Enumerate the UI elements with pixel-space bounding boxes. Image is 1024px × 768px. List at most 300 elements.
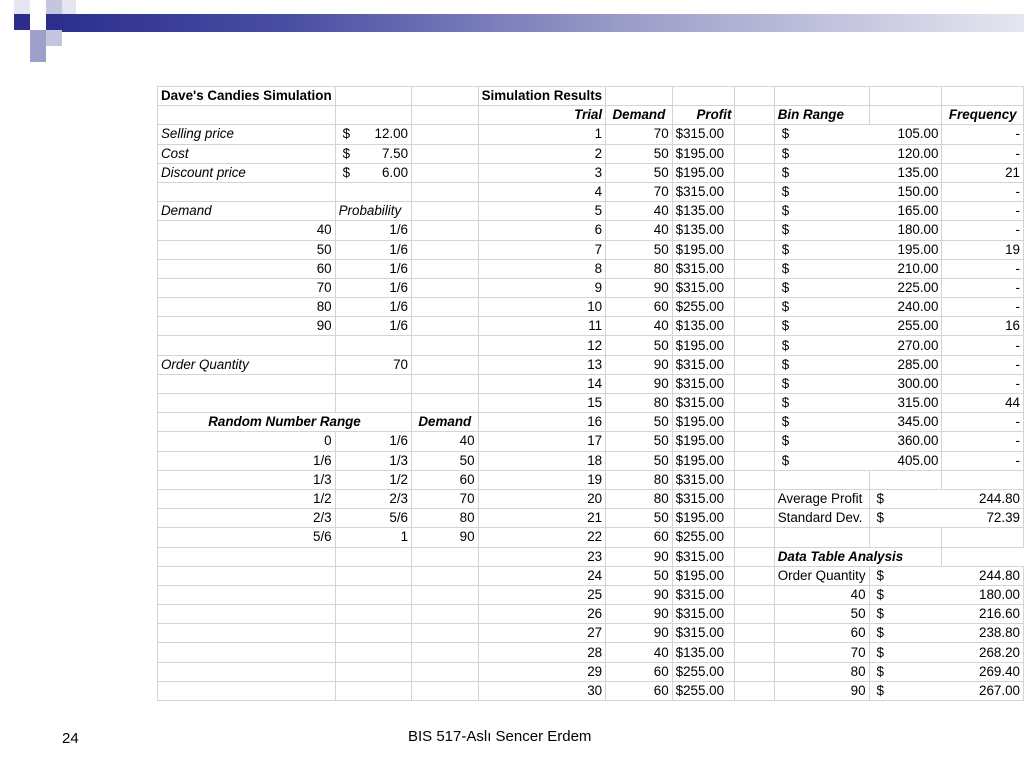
empty-cell <box>158 106 336 125</box>
bin-frequency: - <box>942 374 1024 393</box>
sim-demand: 60 <box>606 681 673 700</box>
sim-trial: 21 <box>478 509 606 528</box>
empty-cell <box>158 643 336 662</box>
bin-frequency: - <box>942 221 1024 240</box>
empty-cell <box>412 374 479 393</box>
bin-frequency: - <box>942 336 1024 355</box>
sim-trial: 25 <box>478 585 606 604</box>
bin-range <box>774 355 942 374</box>
sim-profit: $315.00 <box>672 489 735 508</box>
empty-cell <box>158 662 336 681</box>
empty-cell <box>735 394 774 413</box>
currency-symbol: $ <box>876 586 884 602</box>
empty-cell <box>158 182 336 201</box>
currency-amount: 238.80 <box>979 625 1020 641</box>
dta-label: 50 <box>774 605 869 624</box>
sim-demand: 40 <box>606 221 673 240</box>
sim-profit: $195.00 <box>672 163 735 182</box>
empty-cell <box>412 87 479 106</box>
empty-cell <box>335 336 411 355</box>
probability-value: 1/6 <box>335 259 411 278</box>
sim-demand: 90 <box>606 547 673 566</box>
sim-trial: 28 <box>478 643 606 662</box>
sheet-row <box>158 509 1024 528</box>
empty-cell <box>735 317 774 336</box>
sheet-row <box>158 259 1024 278</box>
sheet-row <box>158 489 1024 508</box>
sheet-row <box>158 202 1024 221</box>
bin-range <box>774 278 942 297</box>
currency-symbol: $ <box>781 145 790 161</box>
rnr-demand-header: Demand <box>412 413 479 432</box>
empty-cell <box>412 144 479 163</box>
sim-trial: 24 <box>478 566 606 585</box>
sheet-row <box>158 298 1024 317</box>
std-dev-value <box>869 509 1023 528</box>
sheet-row <box>158 144 1024 163</box>
sheet-row <box>158 413 1024 432</box>
empty-cell <box>672 87 735 106</box>
sheet-row <box>158 432 1024 451</box>
currency-symbol: $ <box>781 395 790 411</box>
currency-amount: 269.40 <box>979 663 1020 679</box>
empty-cell <box>335 394 411 413</box>
sim-demand: 50 <box>606 451 673 470</box>
empty-cell <box>158 374 336 393</box>
sim-profit: $255.00 <box>672 681 735 700</box>
rnr-low: 0 <box>158 432 336 451</box>
sheet-row <box>158 221 1024 240</box>
sim-trial: 8 <box>478 259 606 278</box>
sim-profit: $255.00 <box>672 528 735 547</box>
empty-cell <box>735 528 774 547</box>
currency-amount: 216.60 <box>979 606 1020 622</box>
currency-amount: 244.80 <box>979 567 1020 583</box>
sheet-row <box>158 605 1024 624</box>
sim-trial: 30 <box>478 681 606 700</box>
currency-amount: 345.00 <box>897 414 939 430</box>
dta-value <box>869 605 1023 624</box>
empty-cell <box>412 125 479 144</box>
empty-cell <box>412 106 479 125</box>
rnr-demand: 50 <box>412 451 479 470</box>
empty-cell <box>412 202 479 221</box>
sheet-row <box>158 125 1024 144</box>
param-label: Selling price <box>158 125 336 144</box>
probability-value: 1/6 <box>335 278 411 297</box>
bin-frequency: - <box>942 413 1024 432</box>
sim-trial: 5 <box>478 202 606 221</box>
sim-profit: $195.00 <box>672 566 735 585</box>
sim-demand: 80 <box>606 470 673 489</box>
empty-cell <box>735 163 774 182</box>
sim-trial: 27 <box>478 624 606 643</box>
empty-cell <box>412 566 479 585</box>
rnr-demand: 80 <box>412 509 479 528</box>
empty-cell <box>412 355 479 374</box>
rnr-low: 1/2 <box>158 489 336 508</box>
sim-trial: 15 <box>478 394 606 413</box>
currency-amount: 105.00 <box>897 126 939 142</box>
rnr-demand: 70 <box>412 489 479 508</box>
empty-cell <box>735 547 774 566</box>
currency-symbol: $ <box>781 433 790 449</box>
sim-demand: 70 <box>606 125 673 144</box>
bin-frequency: - <box>942 432 1024 451</box>
sim-profit: $315.00 <box>672 585 735 604</box>
decor-square <box>14 0 30 14</box>
sheet-row <box>158 547 1024 566</box>
currency-symbol: $ <box>781 203 790 219</box>
bin-range <box>774 144 942 163</box>
bin-range <box>774 182 942 201</box>
sim-profit: $315.00 <box>672 605 735 624</box>
currency-symbol: $ <box>342 145 351 161</box>
empty-cell <box>412 278 479 297</box>
empty-cell <box>774 87 869 106</box>
bin-range <box>774 259 942 278</box>
sim-profit: $195.00 <box>672 336 735 355</box>
empty-cell <box>412 547 479 566</box>
sim-header-profit: Profit <box>672 106 735 125</box>
sim-demand: 80 <box>606 259 673 278</box>
sheet-row <box>158 451 1024 470</box>
currency-amount: 225.00 <box>897 279 939 295</box>
bin-range <box>774 163 942 182</box>
empty-cell <box>335 585 411 604</box>
empty-cell <box>774 528 869 547</box>
sim-profit: $315.00 <box>672 624 735 643</box>
empty-cell <box>412 394 479 413</box>
sim-demand: 40 <box>606 202 673 221</box>
currency-amount: 315.00 <box>897 395 939 411</box>
sim-demand: 90 <box>606 278 673 297</box>
probability-value: 1/6 <box>335 221 411 240</box>
rnr-demand: 60 <box>412 470 479 489</box>
sim-demand: 90 <box>606 605 673 624</box>
sim-profit: $135.00 <box>672 202 735 221</box>
sim-profit: $195.00 <box>672 144 735 163</box>
sim-demand: 50 <box>606 144 673 163</box>
sim-profit: $315.00 <box>672 547 735 566</box>
currency-symbol: $ <box>876 606 884 622</box>
empty-cell <box>158 547 336 566</box>
demand-header: Demand <box>158 202 336 221</box>
bin-frequency: - <box>942 298 1024 317</box>
empty-cell <box>869 470 942 489</box>
currency-symbol: $ <box>781 375 790 391</box>
sim-demand: 50 <box>606 163 673 182</box>
sheet-row <box>158 317 1024 336</box>
sheet-row <box>158 355 1024 374</box>
empty-cell <box>869 528 942 547</box>
empty-cell <box>735 355 774 374</box>
sheet-row <box>158 163 1024 182</box>
sim-demand: 90 <box>606 374 673 393</box>
currency-amount: 210.00 <box>897 260 939 276</box>
demand-value: 90 <box>158 317 336 336</box>
currency-amount: 72.39 <box>986 510 1020 526</box>
empty-cell <box>158 566 336 585</box>
sim-trial: 10 <box>478 298 606 317</box>
sim-trial: 14 <box>478 374 606 393</box>
sim-profit: $315.00 <box>672 394 735 413</box>
empty-cell <box>869 106 942 125</box>
sim-profit: $315.00 <box>672 182 735 201</box>
sim-title: Simulation Results <box>478 87 606 106</box>
sim-trial: 29 <box>478 662 606 681</box>
empty-cell <box>412 336 479 355</box>
empty-cell <box>158 585 336 604</box>
bin-frequency: - <box>942 182 1024 201</box>
sim-demand: 60 <box>606 298 673 317</box>
rnr-high: 1/6 <box>335 432 411 451</box>
sim-header-trial: Trial <box>478 106 606 125</box>
empty-cell <box>335 681 411 700</box>
sim-trial: 13 <box>478 355 606 374</box>
dta-label: 60 <box>774 624 869 643</box>
currency-symbol: $ <box>342 164 351 180</box>
currency-amount: 405.00 <box>897 452 939 468</box>
currency-amount: 270.00 <box>897 337 939 353</box>
empty-cell <box>942 528 1024 547</box>
dta-value <box>869 624 1023 643</box>
rnr-high: 5/6 <box>335 509 411 528</box>
sim-trial: 3 <box>478 163 606 182</box>
decor-square <box>14 14 30 30</box>
empty-cell <box>412 298 479 317</box>
sim-profit: $195.00 <box>672 451 735 470</box>
currency-amount: 195.00 <box>897 241 939 257</box>
rnr-demand: 90 <box>412 528 479 547</box>
empty-cell <box>412 605 479 624</box>
empty-cell <box>335 643 411 662</box>
empty-cell <box>869 87 942 106</box>
dta-title: Data Table Analysis <box>774 547 942 566</box>
sim-trial: 6 <box>478 221 606 240</box>
empty-cell <box>335 374 411 393</box>
sheet-row <box>158 528 1024 547</box>
sim-demand: 70 <box>606 182 673 201</box>
empty-cell <box>412 221 479 240</box>
empty-cell <box>774 470 869 489</box>
empty-cell <box>735 240 774 259</box>
sim-demand: 40 <box>606 317 673 336</box>
empty-cell <box>735 681 774 700</box>
bin-frequency: - <box>942 355 1024 374</box>
empty-cell <box>735 336 774 355</box>
sim-trial: 17 <box>478 432 606 451</box>
sim-demand: 50 <box>606 336 673 355</box>
empty-cell <box>735 662 774 681</box>
sim-header-demand: Demand <box>606 106 673 125</box>
rnr-low: 5/6 <box>158 528 336 547</box>
currency-symbol: $ <box>876 663 884 679</box>
empty-cell <box>735 202 774 221</box>
sim-demand: 50 <box>606 432 673 451</box>
currency-amount: 360.00 <box>897 433 939 449</box>
sheet-row <box>158 681 1024 700</box>
currency-symbol: $ <box>876 510 884 526</box>
sim-trial: 18 <box>478 451 606 470</box>
demand-value: 60 <box>158 259 336 278</box>
rnr-high: 1 <box>335 528 411 547</box>
rnr-high: 2/3 <box>335 489 411 508</box>
empty-cell <box>735 566 774 585</box>
sim-demand: 50 <box>606 240 673 259</box>
sheet-row <box>158 470 1024 489</box>
empty-cell <box>335 106 411 125</box>
empty-cell <box>412 624 479 643</box>
sim-trial: 2 <box>478 144 606 163</box>
empty-cell <box>735 605 774 624</box>
sim-title-cont <box>606 87 673 106</box>
currency-amount: 180.00 <box>979 586 1020 602</box>
average-profit-label: Average Profit <box>774 489 869 508</box>
empty-cell <box>735 87 774 106</box>
bin-header-range: Bin Range <box>774 106 869 125</box>
currency-amount: 7.50 <box>381 145 409 161</box>
empty-cell <box>158 605 336 624</box>
empty-cell <box>412 163 479 182</box>
empty-cell <box>735 298 774 317</box>
sheet-row <box>158 643 1024 662</box>
demand-value: 80 <box>158 298 336 317</box>
empty-cell <box>335 624 411 643</box>
bin-frequency: - <box>942 278 1024 297</box>
sim-demand: 90 <box>606 355 673 374</box>
currency-symbol: $ <box>876 682 884 698</box>
param-value <box>335 144 411 163</box>
empty-cell <box>158 394 336 413</box>
sim-trial: 4 <box>478 182 606 201</box>
sheet-row <box>158 624 1024 643</box>
empty-cell <box>735 489 774 508</box>
rnr-high: 1/3 <box>335 451 411 470</box>
bin-range <box>774 125 942 144</box>
currency-amount: 150.00 <box>897 184 939 200</box>
sheet-row <box>158 374 1024 393</box>
empty-cell <box>412 585 479 604</box>
sim-profit: $315.00 <box>672 355 735 374</box>
currency-symbol: $ <box>781 337 790 353</box>
currency-amount: 255.00 <box>897 318 939 334</box>
probability-value: 1/6 <box>335 317 411 336</box>
sheet-row <box>158 106 1024 125</box>
std-dev-label: Standard Dev. <box>774 509 869 528</box>
empty-cell <box>158 336 336 355</box>
bin-frequency: 21 <box>942 163 1024 182</box>
empty-cell <box>412 643 479 662</box>
param-label: Discount price <box>158 163 336 182</box>
sim-demand: 90 <box>606 585 673 604</box>
rnr-low: 1/6 <box>158 451 336 470</box>
sim-trial: 7 <box>478 240 606 259</box>
sim-demand: 80 <box>606 489 673 508</box>
sim-trial: 23 <box>478 547 606 566</box>
sheet-row <box>158 566 1024 585</box>
currency-symbol: $ <box>781 318 790 334</box>
left-title-cont <box>335 87 411 106</box>
empty-cell <box>735 221 774 240</box>
currency-amount: 6.00 <box>381 164 409 180</box>
param-label: Cost <box>158 144 336 163</box>
currency-symbol: $ <box>781 452 790 468</box>
currency-symbol: $ <box>781 299 790 315</box>
simulation-spreadsheet <box>157 86 1024 701</box>
sheet-row <box>158 336 1024 355</box>
empty-cell <box>735 278 774 297</box>
sim-trial: 26 <box>478 605 606 624</box>
empty-cell <box>735 106 774 125</box>
bin-frequency: 44 <box>942 394 1024 413</box>
currency-amount: 12.00 <box>374 126 409 142</box>
sim-demand: 60 <box>606 662 673 681</box>
sim-profit: $135.00 <box>672 643 735 662</box>
rnr-low: 2/3 <box>158 509 336 528</box>
sim-demand: 50 <box>606 566 673 585</box>
rnr-low: 1/3 <box>158 470 336 489</box>
currency-symbol: $ <box>781 241 790 257</box>
sim-trial: 12 <box>478 336 606 355</box>
bin-range <box>774 432 942 451</box>
empty-cell <box>335 566 411 585</box>
probability-header: Probability <box>335 202 411 221</box>
sim-profit: $315.00 <box>672 278 735 297</box>
bin-frequency: - <box>942 451 1024 470</box>
sim-trial: 16 <box>478 413 606 432</box>
dta-value <box>869 566 1023 585</box>
rnr-header: Random Number Range <box>158 413 412 432</box>
currency-amount: 120.00 <box>897 145 939 161</box>
currency-symbol: $ <box>781 260 790 276</box>
decor-square <box>30 30 46 46</box>
order-quantity-label: Order Quantity <box>158 355 336 374</box>
probability-value: 1/6 <box>335 298 411 317</box>
sim-demand: 90 <box>606 624 673 643</box>
decor-square <box>46 30 62 46</box>
sim-profit: $255.00 <box>672 298 735 317</box>
sim-demand: 60 <box>606 528 673 547</box>
empty-cell <box>335 182 411 201</box>
decor-square <box>30 46 46 62</box>
dta-label: 70 <box>774 643 869 662</box>
sim-profit: $195.00 <box>672 413 735 432</box>
decor-square <box>46 0 62 14</box>
currency-symbol: $ <box>781 356 790 372</box>
bin-frequency: 19 <box>942 240 1024 259</box>
sim-profit: $255.00 <box>672 662 735 681</box>
empty-cell <box>412 317 479 336</box>
bin-range <box>774 413 942 432</box>
slide-number: 24 <box>62 730 79 747</box>
currency-symbol: $ <box>781 414 790 430</box>
param-value <box>335 163 411 182</box>
sheet-row <box>158 87 1024 106</box>
empty-cell <box>412 240 479 259</box>
currency-symbol: $ <box>342 126 351 142</box>
sheet-row <box>158 240 1024 259</box>
probability-value: 1/6 <box>335 240 411 259</box>
dta-value <box>869 585 1023 604</box>
bin-frequency: - <box>942 125 1024 144</box>
demand-value: 70 <box>158 278 336 297</box>
empty-cell <box>412 681 479 700</box>
sim-trial: 20 <box>478 489 606 508</box>
rnr-demand: 40 <box>412 432 479 451</box>
empty-cell <box>735 125 774 144</box>
sim-profit: $315.00 <box>672 374 735 393</box>
